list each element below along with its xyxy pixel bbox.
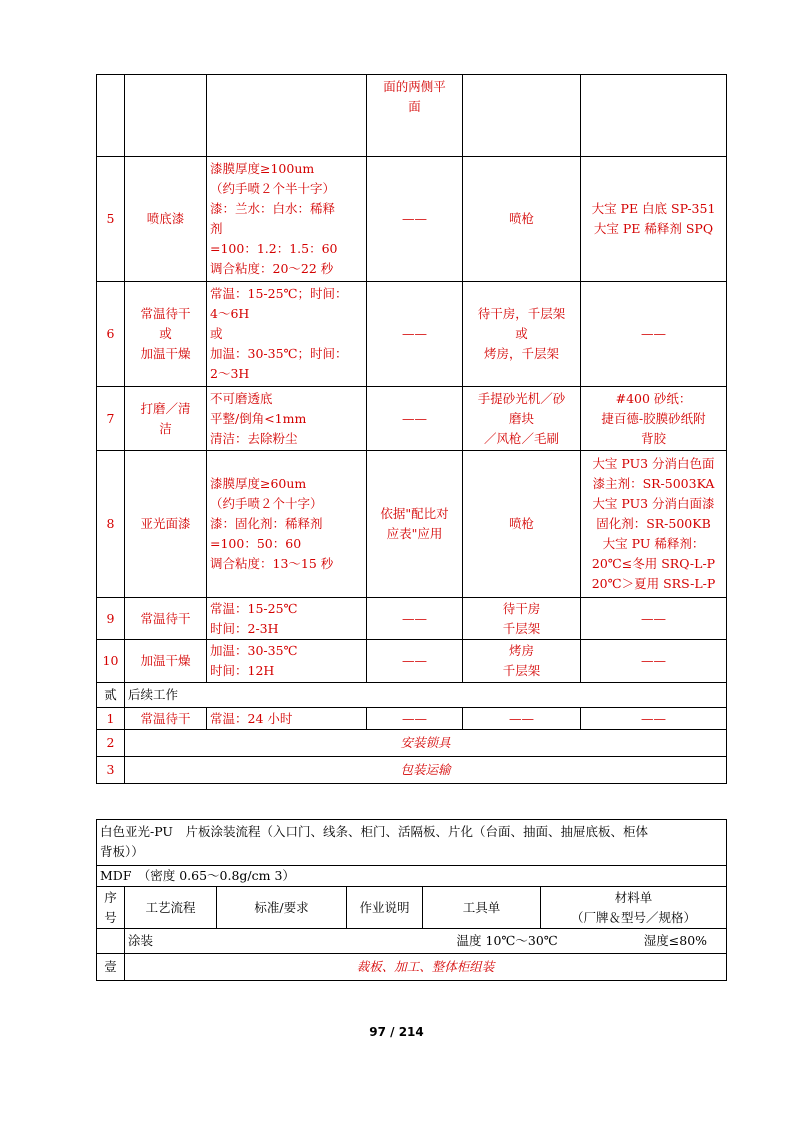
coating-row (97, 929, 727, 954)
materials-cell: —— (581, 282, 727, 387)
standard-cell: 加温：30-35℃ 时间：12H (207, 640, 367, 683)
density-note: MDF （密度 0.65～0.8g/cm 3） (97, 866, 727, 887)
operation-cell: —— (367, 640, 463, 683)
process-step: 常温待干 (125, 598, 207, 640)
standard-cell: 常温：24 小时 (207, 708, 367, 730)
process-step: 打磨／清 洁 (125, 387, 207, 451)
materials-cell: 大宝 PE 白底 SP-351 大宝 PE 稀释剂 SPQ (581, 157, 727, 282)
tools-cell: 手提砂光机／砂 磨块 ／风枪／毛刷 (463, 387, 581, 451)
section-step: 裁板、加工、整体柜组装 (125, 954, 727, 981)
row-number: 2 (97, 730, 125, 757)
standard-cell: 漆膜厚度≥60um （约手喷２个十字） 漆：固化剂：稀释剂 =100：50：60 调合粘度：13～15 秒 (207, 451, 367, 598)
row-number: 1 (97, 708, 125, 730)
page-number: 97 / 214 (369, 1025, 424, 1039)
operation-line: 面的两侧平 (383, 79, 446, 94)
process-step: 常温待干 或 加温干燥 (125, 282, 207, 387)
table-row (97, 451, 727, 598)
section-title: 后续工作 (125, 683, 727, 708)
operation-cell: —— (367, 387, 463, 451)
row-number: 5 (97, 157, 125, 282)
materials-cell: —— (581, 640, 727, 683)
header-tools: 工具单 (423, 887, 541, 929)
process-step: 亚光面漆 (125, 451, 207, 598)
section-row (97, 683, 727, 708)
table-row (97, 157, 727, 282)
table-row (97, 757, 727, 784)
header-no: 序 号 (97, 887, 125, 929)
section-number: 壹 (97, 954, 125, 981)
row-number: 8 (97, 451, 125, 598)
standard-cell: 漆膜厚度≥100um （约手喷２个半十字） 漆：兰水：白水：稀释 剂 =100：1.2：1.5：60 调合粘度：20～22 秒 (207, 157, 367, 282)
table-row-continued (97, 75, 727, 157)
table-row (97, 708, 727, 730)
merged-step: 安装锁具 (125, 730, 727, 757)
tools-cell: 待干房，千层架 或 烤房，千层架 (463, 282, 581, 387)
header-materials: 材料单 （厂牌＆型号／规格） (541, 887, 727, 929)
section-row (97, 954, 727, 981)
tools-cell: 烤房 千层架 (463, 640, 581, 683)
operation-line: 面 (408, 99, 421, 114)
materials-cell: —— (581, 708, 727, 730)
operation-cell: —— (367, 598, 463, 640)
row-number: 3 (97, 757, 125, 784)
temperature-value: 温度 10℃～30℃ (456, 933, 558, 948)
row-number: 9 (97, 598, 125, 640)
coating-process-table (96, 819, 727, 981)
table-title: 背板）） (100, 844, 144, 859)
materials-cell: 大宝 PU3 分消白色面 漆主剂：SR-5003KA 大宝 PU3 分消白面漆 固化剂：SR-500KB 大宝 PU 稀释剂： 20℃≤冬用 SRQ-L-P 20℃＞夏用 SRS-L-P (581, 451, 727, 598)
row-number: 6 (97, 282, 125, 387)
process-step: 喷底漆 (125, 157, 207, 282)
humidity-value: 湿度≤80% (643, 933, 708, 948)
tools-cell: 喷枪 (463, 157, 581, 282)
process-step: 加温干燥 (125, 640, 207, 683)
header-row (97, 887, 727, 929)
section-number: 贰 (97, 683, 125, 708)
tools-cell: 待干房 千层架 (463, 598, 581, 640)
row-number: 10 (97, 640, 125, 683)
operation-cell: 依据"配比对 应表"应用 (367, 451, 463, 598)
operation-cell: —— (367, 708, 463, 730)
standard-cell: 常温：15-25℃ 时间：2-3H (207, 598, 367, 640)
table-row (97, 730, 727, 757)
table-row (97, 387, 727, 451)
header-step: 工艺流程 (125, 887, 217, 929)
table-title: 白色亚光-PU 片板涂装流程（入口门、线条、柜门、活隔板、片化（台面、抽面、抽屉底板、柜体 (100, 824, 648, 839)
header-standard: 标准/要求 (217, 887, 347, 929)
merged-step: 包装运输 (125, 757, 727, 784)
coating-label: 涂装 (128, 933, 154, 948)
process-table (96, 74, 727, 784)
operation-cell: —— (367, 157, 463, 282)
density-row (97, 866, 727, 887)
table-row (97, 598, 727, 640)
materials-cell: —— (581, 598, 727, 640)
row-number: 7 (97, 387, 125, 451)
title-row (97, 820, 727, 866)
standard-cell: 不可磨透底 平整/倒角<1mm 清洁：去除粉尘 (207, 387, 367, 451)
table-row (97, 282, 727, 387)
header-operation: 作业说明 (347, 887, 423, 929)
standard-cell: 常温：15-25℃；时间： 4～6H 或 加温：30-35℃；时间： 2～3H (207, 282, 367, 387)
operation-cell: —— (367, 282, 463, 387)
materials-cell: #400 砂纸： 捷百德-胶膜砂纸附 背胶 (581, 387, 727, 451)
tools-cell: 喷枪 (463, 451, 581, 598)
table-row (97, 640, 727, 683)
process-step: 常温待干 (125, 708, 207, 730)
tools-cell: —— (463, 708, 581, 730)
